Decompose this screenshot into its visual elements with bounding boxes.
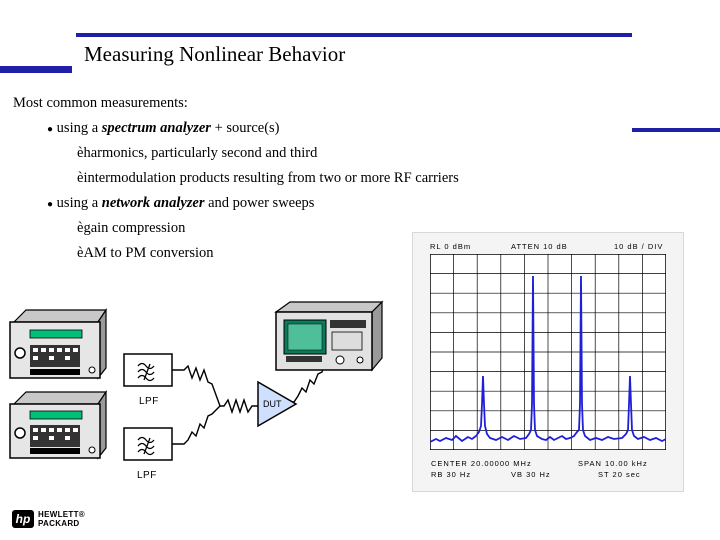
- title-bar-left: [0, 66, 72, 73]
- bullet-network-analyzer: [47, 195, 314, 212]
- signal-source-2: [10, 392, 106, 458]
- bullet-spectrum-analyzer: [47, 120, 280, 137]
- rbw-label: RB 30 Hz: [431, 470, 472, 479]
- intro-text: Most common measurements:: [13, 95, 188, 111]
- setup-diagram: [0, 290, 400, 500]
- spectrum-plot: [430, 254, 666, 450]
- arrow-icon: è: [77, 245, 84, 261]
- dut-label: DUT: [263, 399, 282, 409]
- hp-logo: [12, 508, 132, 532]
- sub-intermodulation: [77, 170, 459, 187]
- bullet-emphasis: spectrum analyzer: [101, 120, 211, 136]
- slide-title: Measuring Nonlinear Behavior: [84, 42, 346, 66]
- lpf-filter-icon: [124, 354, 172, 386]
- bullet-pre: using a: [56, 120, 102, 136]
- lpf-filter-icon: [124, 428, 172, 460]
- hp-logo-line1: HEWLETT®: [38, 510, 85, 519]
- arrow-icon: è: [77, 170, 84, 186]
- bullet-emphasis: network analyzer: [101, 195, 205, 211]
- accent-bar-right: [632, 128, 720, 132]
- span-label: SPAN 10.00 kHz: [578, 459, 648, 468]
- hp-logo-line2: PACKARD: [38, 519, 80, 528]
- sub-harmonics: [77, 145, 317, 162]
- arrow-icon: è: [77, 220, 84, 236]
- spectrum-analyzer-instrument: [276, 302, 382, 370]
- sub-am-pm: [77, 245, 214, 262]
- bullet-post: + source(s): [210, 120, 280, 136]
- bullet-dot: ●: [47, 199, 54, 210]
- hp-logo-mark: hp: [12, 510, 34, 528]
- arrow-icon: è: [77, 145, 84, 161]
- lpf-label-bottom: LPF: [137, 470, 157, 481]
- sub-text: intermodulation products resulting from two or more RF carriers: [83, 170, 459, 186]
- center-freq-label: CENTER 20.00000 MHz: [431, 459, 532, 468]
- scale-label: 10 dB / DIV: [614, 242, 664, 251]
- signal-source-1: [10, 310, 106, 378]
- sweep-time-label: ST 20 sec: [598, 470, 641, 479]
- bullet-pre: using a: [56, 195, 102, 211]
- sub-text: AM to PM conversion: [83, 245, 214, 261]
- atten-label: ATTEN 10 dB: [511, 242, 568, 251]
- sub-gain-compression: [77, 220, 185, 237]
- sub-text: harmonics, particularly second and third: [83, 145, 318, 161]
- bullet-dot: ●: [47, 124, 54, 135]
- lpf-label-top: LPF: [139, 396, 159, 407]
- bullet-post: and power sweeps: [204, 195, 315, 211]
- sub-text: gain compression: [83, 220, 186, 236]
- title-bar-top: [76, 33, 632, 37]
- vbw-label: VB 30 Hz: [511, 470, 551, 479]
- ref-level-label: RL 0 dBm: [430, 242, 472, 251]
